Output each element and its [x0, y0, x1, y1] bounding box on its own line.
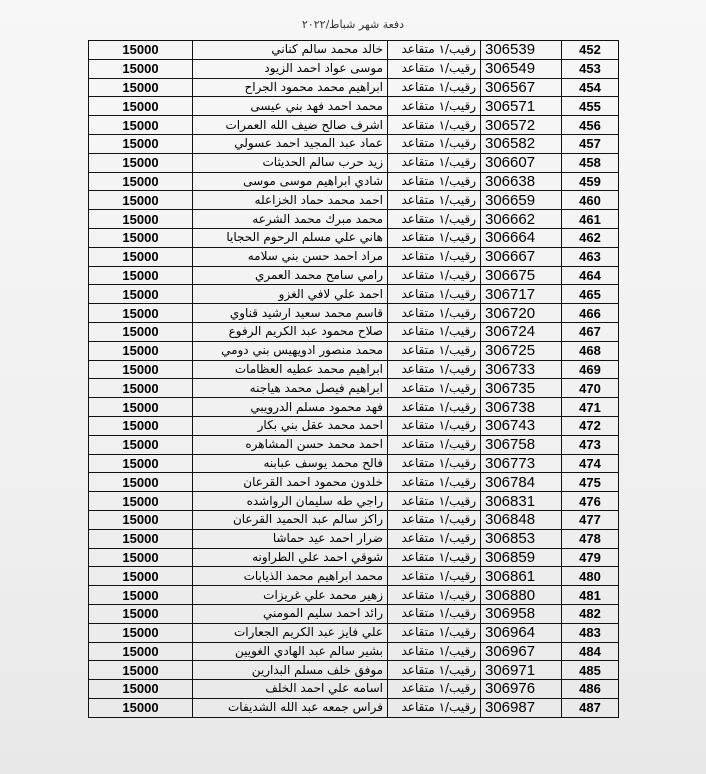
- military-id: 306638: [481, 172, 562, 191]
- name-cell: احمد محمد حماد الخزاعله: [193, 191, 388, 210]
- rank-cell: رقيب/١ متقاعد: [388, 604, 481, 623]
- table-row: [89, 153, 619, 172]
- rank-cell: رقيب/١ متقاعد: [388, 416, 481, 435]
- rank-cell: رقيب/١ متقاعد: [388, 191, 481, 210]
- military-id: 306958: [481, 604, 562, 623]
- military-id: 306735: [481, 379, 562, 398]
- amount-cell: 15000: [89, 379, 193, 398]
- row-number: 452: [562, 41, 619, 60]
- row-number: 484: [562, 642, 619, 661]
- name-cell: موفق خلف مسلم البدارين: [193, 661, 388, 680]
- rank-cell: رقيب/١ متقاعد: [388, 360, 481, 379]
- table-row: [89, 379, 619, 398]
- row-number: 461: [562, 210, 619, 229]
- military-id: 306987: [481, 698, 562, 717]
- table-row: [89, 604, 619, 623]
- table-row: [89, 172, 619, 191]
- row-number: 475: [562, 473, 619, 492]
- name-cell: ابراهيم فيصل محمد هياجنه: [193, 379, 388, 398]
- row-number: 470: [562, 379, 619, 398]
- military-id: 306758: [481, 435, 562, 454]
- rank-cell: رقيب/١ متقاعد: [388, 322, 481, 341]
- amount-cell: 15000: [89, 247, 193, 266]
- amount-cell: 15000: [89, 210, 193, 229]
- amount-cell: 15000: [89, 473, 193, 492]
- table-row: [89, 680, 619, 699]
- table-row: [89, 435, 619, 454]
- military-id: 306572: [481, 116, 562, 135]
- military-id: 306773: [481, 454, 562, 473]
- rank-cell: رقيب/١ متقاعد: [388, 567, 481, 586]
- military-id: 306582: [481, 134, 562, 153]
- military-id: 306567: [481, 78, 562, 97]
- rank-cell: رقيب/١ متقاعد: [388, 398, 481, 417]
- name-cell: محمد منصور ادويهيس بني دومي: [193, 341, 388, 360]
- rank-cell: رقيب/١ متقاعد: [388, 78, 481, 97]
- rank-cell: رقيب/١ متقاعد: [388, 153, 481, 172]
- row-number: 487: [562, 698, 619, 717]
- name-cell: صلاح محمود عبد الكريم الرفوع: [193, 322, 388, 341]
- row-number: 467: [562, 322, 619, 341]
- table-row: [89, 266, 619, 285]
- rank-cell: رقيب/١ متقاعد: [388, 661, 481, 680]
- table-row: [89, 78, 619, 97]
- name-cell: اسامه علي احمد الخلف: [193, 680, 388, 699]
- amount-cell: 15000: [89, 698, 193, 717]
- amount-cell: 15000: [89, 59, 193, 78]
- rank-cell: رقيب/١ متقاعد: [388, 492, 481, 511]
- table-row: [89, 416, 619, 435]
- rank-cell: رقيب/١ متقاعد: [388, 473, 481, 492]
- amount-cell: 15000: [89, 360, 193, 379]
- name-cell: فالح محمد يوسف عبابنه: [193, 454, 388, 473]
- amount-cell: 15000: [89, 454, 193, 473]
- row-number: 482: [562, 604, 619, 623]
- name-cell: رامي سامح محمد العمري: [193, 266, 388, 285]
- military-id: 306784: [481, 473, 562, 492]
- amount-cell: 15000: [89, 341, 193, 360]
- military-id: 306607: [481, 153, 562, 172]
- amount-cell: 15000: [89, 153, 193, 172]
- amount-cell: 15000: [89, 680, 193, 699]
- name-cell: قاسم محمد سعيد ارشيد قناوي: [193, 304, 388, 323]
- table-row: [89, 304, 619, 323]
- row-number: 457: [562, 134, 619, 153]
- name-cell: راجي طه سليمان الرواشده: [193, 492, 388, 511]
- row-number: 485: [562, 661, 619, 680]
- table-row: [89, 454, 619, 473]
- row-number: 465: [562, 285, 619, 304]
- amount-cell: 15000: [89, 266, 193, 285]
- rank-cell: رقيب/١ متقاعد: [388, 59, 481, 78]
- table-row: [89, 548, 619, 567]
- amount-cell: 15000: [89, 78, 193, 97]
- name-cell: اشرف صالح ضيف الله العمرات: [193, 116, 388, 135]
- rank-cell: رقيب/١ متقاعد: [388, 304, 481, 323]
- military-id: 306848: [481, 510, 562, 529]
- row-number: 458: [562, 153, 619, 172]
- amount-cell: 15000: [89, 567, 193, 586]
- row-number: 481: [562, 586, 619, 605]
- row-number: 464: [562, 266, 619, 285]
- military-id: 306717: [481, 285, 562, 304]
- amount-cell: 15000: [89, 134, 193, 153]
- rank-cell: رقيب/١ متقاعد: [388, 172, 481, 191]
- name-cell: ضرار احمد عيد حماشا: [193, 529, 388, 548]
- row-number: 454: [562, 78, 619, 97]
- table-row: [89, 661, 619, 680]
- rank-cell: رقيب/١ متقاعد: [388, 41, 481, 60]
- rank-cell: رقيب/١ متقاعد: [388, 510, 481, 529]
- row-number: 472: [562, 416, 619, 435]
- table-row: [89, 285, 619, 304]
- rank-cell: رقيب/١ متقاعد: [388, 529, 481, 548]
- name-cell: زهير محمد علي غريزات: [193, 586, 388, 605]
- amount-cell: 15000: [89, 97, 193, 116]
- amount-cell: 15000: [89, 41, 193, 60]
- name-cell: ابراهيم محمد محمود الجراح: [193, 78, 388, 97]
- military-id: 306725: [481, 341, 562, 360]
- rank-cell: رقيب/١ متقاعد: [388, 228, 481, 247]
- table-row: [89, 228, 619, 247]
- amount-cell: 15000: [89, 398, 193, 417]
- rank-cell: رقيب/١ متقاعد: [388, 586, 481, 605]
- name-cell: محمد مبرك محمد الشرعه: [193, 210, 388, 229]
- amount-cell: 15000: [89, 191, 193, 210]
- name-cell: علي فايز عبد الكريم الجعارات: [193, 623, 388, 642]
- military-id: 306738: [481, 398, 562, 417]
- table-row: [89, 97, 619, 116]
- military-id: 306549: [481, 59, 562, 78]
- rank-cell: رقيب/١ متقاعد: [388, 341, 481, 360]
- table-row: [89, 134, 619, 153]
- amount-cell: 15000: [89, 604, 193, 623]
- military-id: 306831: [481, 492, 562, 511]
- amount-cell: 15000: [89, 661, 193, 680]
- row-number: 471: [562, 398, 619, 417]
- amount-cell: 15000: [89, 116, 193, 135]
- military-id: 306964: [481, 623, 562, 642]
- table-row: [89, 59, 619, 78]
- name-cell: محمد احمد فهد بني عيسى: [193, 97, 388, 116]
- row-number: 477: [562, 510, 619, 529]
- rank-cell: رقيب/١ متقاعد: [388, 548, 481, 567]
- row-number: 462: [562, 228, 619, 247]
- name-cell: فهد محمود مسلم الدرويبي: [193, 398, 388, 417]
- row-number: 476: [562, 492, 619, 511]
- row-number: 478: [562, 529, 619, 548]
- row-number: 456: [562, 116, 619, 135]
- name-cell: عماد عبد المجيد احمد عسولي: [193, 134, 388, 153]
- row-number: 473: [562, 435, 619, 454]
- payment-table: [88, 40, 619, 718]
- amount-cell: 15000: [89, 228, 193, 247]
- table-row: [89, 510, 619, 529]
- name-cell: شوقي احمد علي الطراونه: [193, 548, 388, 567]
- table-row: [89, 116, 619, 135]
- amount-cell: 15000: [89, 586, 193, 605]
- amount-cell: 15000: [89, 322, 193, 341]
- rank-cell: رقيب/١ متقاعد: [388, 435, 481, 454]
- amount-cell: 15000: [89, 435, 193, 454]
- row-number: 459: [562, 172, 619, 191]
- name-cell: خالد محمد سالم كناني: [193, 41, 388, 60]
- name-cell: احمد محمد عقل بني بكار: [193, 416, 388, 435]
- amount-cell: 15000: [89, 172, 193, 191]
- row-number: 474: [562, 454, 619, 473]
- row-number: 479: [562, 548, 619, 567]
- name-cell: محمد ابراهيم محمد الذيابات: [193, 567, 388, 586]
- row-number: 483: [562, 623, 619, 642]
- rank-cell: رقيب/١ متقاعد: [388, 266, 481, 285]
- table-row: [89, 360, 619, 379]
- name-cell: موسى عواد احمد الزيود: [193, 59, 388, 78]
- table-row: [89, 247, 619, 266]
- amount-cell: 15000: [89, 416, 193, 435]
- name-cell: بشير سالم عبد الهادي الغويين: [193, 642, 388, 661]
- row-number: 468: [562, 341, 619, 360]
- military-id: 306662: [481, 210, 562, 229]
- table-row: [89, 191, 619, 210]
- row-number: 480: [562, 567, 619, 586]
- row-number: 455: [562, 97, 619, 116]
- military-id: 306667: [481, 247, 562, 266]
- amount-cell: 15000: [89, 510, 193, 529]
- rank-cell: رقيب/١ متقاعد: [388, 379, 481, 398]
- rank-cell: رقيب/١ متقاعد: [388, 698, 481, 717]
- table-row: [89, 623, 619, 642]
- table-row: [89, 642, 619, 661]
- payment-table-container: [88, 40, 619, 718]
- military-id: 306880: [481, 586, 562, 605]
- amount-cell: 15000: [89, 492, 193, 511]
- table-row: [89, 41, 619, 60]
- amount-cell: 15000: [89, 548, 193, 567]
- rank-cell: رقيب/١ متقاعد: [388, 642, 481, 661]
- military-id: 306859: [481, 548, 562, 567]
- name-cell: شادي ابراهيم موسى موسى: [193, 172, 388, 191]
- rank-cell: رقيب/١ متقاعد: [388, 247, 481, 266]
- payment-table-body: [89, 41, 619, 718]
- military-id: 306733: [481, 360, 562, 379]
- military-id: 306571: [481, 97, 562, 116]
- rank-cell: رقيب/١ متقاعد: [388, 134, 481, 153]
- military-id: 306971: [481, 661, 562, 680]
- name-cell: زيد حرب سالم الحديثات: [193, 153, 388, 172]
- table-row: [89, 586, 619, 605]
- name-cell: ابراهيم محمد عطيه العظامات: [193, 360, 388, 379]
- military-id: 306675: [481, 266, 562, 285]
- row-number: 463: [562, 247, 619, 266]
- name-cell: هاني علي مسلم الرحوم الحجايا: [193, 228, 388, 247]
- name-cell: مراد احمد حسن بني سلامه: [193, 247, 388, 266]
- rank-cell: رقيب/١ متقاعد: [388, 623, 481, 642]
- amount-cell: 15000: [89, 285, 193, 304]
- amount-cell: 15000: [89, 623, 193, 642]
- name-cell: راكز سالم عبد الحميد القرعان: [193, 510, 388, 529]
- table-row: [89, 473, 619, 492]
- military-id: 306724: [481, 322, 562, 341]
- amount-cell: 15000: [89, 642, 193, 661]
- name-cell: احمد علي لافي الغزو: [193, 285, 388, 304]
- table-row: [89, 492, 619, 511]
- table-row: [89, 567, 619, 586]
- name-cell: رائد احمد سليم المومني: [193, 604, 388, 623]
- amount-cell: 15000: [89, 529, 193, 548]
- military-id: 306659: [481, 191, 562, 210]
- rank-cell: رقيب/١ متقاعد: [388, 210, 481, 229]
- rank-cell: رقيب/١ متقاعد: [388, 680, 481, 699]
- rank-cell: رقيب/١ متقاعد: [388, 116, 481, 135]
- row-number: 469: [562, 360, 619, 379]
- military-id: 306743: [481, 416, 562, 435]
- table-row: [89, 322, 619, 341]
- military-id: 306967: [481, 642, 562, 661]
- military-id: 306539: [481, 41, 562, 60]
- military-id: 306853: [481, 529, 562, 548]
- row-number: 466: [562, 304, 619, 323]
- row-number: 453: [562, 59, 619, 78]
- military-id: 306664: [481, 228, 562, 247]
- rank-cell: رقيب/١ متقاعد: [388, 285, 481, 304]
- name-cell: خلدون محمود احمد القرعان: [193, 473, 388, 492]
- rank-cell: رقيب/١ متقاعد: [388, 454, 481, 473]
- table-row: [89, 529, 619, 548]
- row-number: 486: [562, 680, 619, 699]
- military-id: 306976: [481, 680, 562, 699]
- military-id: 306861: [481, 567, 562, 586]
- name-cell: احمد محمد حسن المشاهره: [193, 435, 388, 454]
- table-row: [89, 398, 619, 417]
- name-cell: فراس جمعه عبد الله الشديفات: [193, 698, 388, 717]
- rank-cell: رقيب/١ متقاعد: [388, 97, 481, 116]
- document-header: دفعة شهر شباط/٢٠٢٢: [301, 18, 405, 31]
- amount-cell: 15000: [89, 304, 193, 323]
- military-id: 306720: [481, 304, 562, 323]
- table-row: [89, 210, 619, 229]
- table-row: [89, 341, 619, 360]
- table-row: [89, 698, 619, 717]
- row-number: 460: [562, 191, 619, 210]
